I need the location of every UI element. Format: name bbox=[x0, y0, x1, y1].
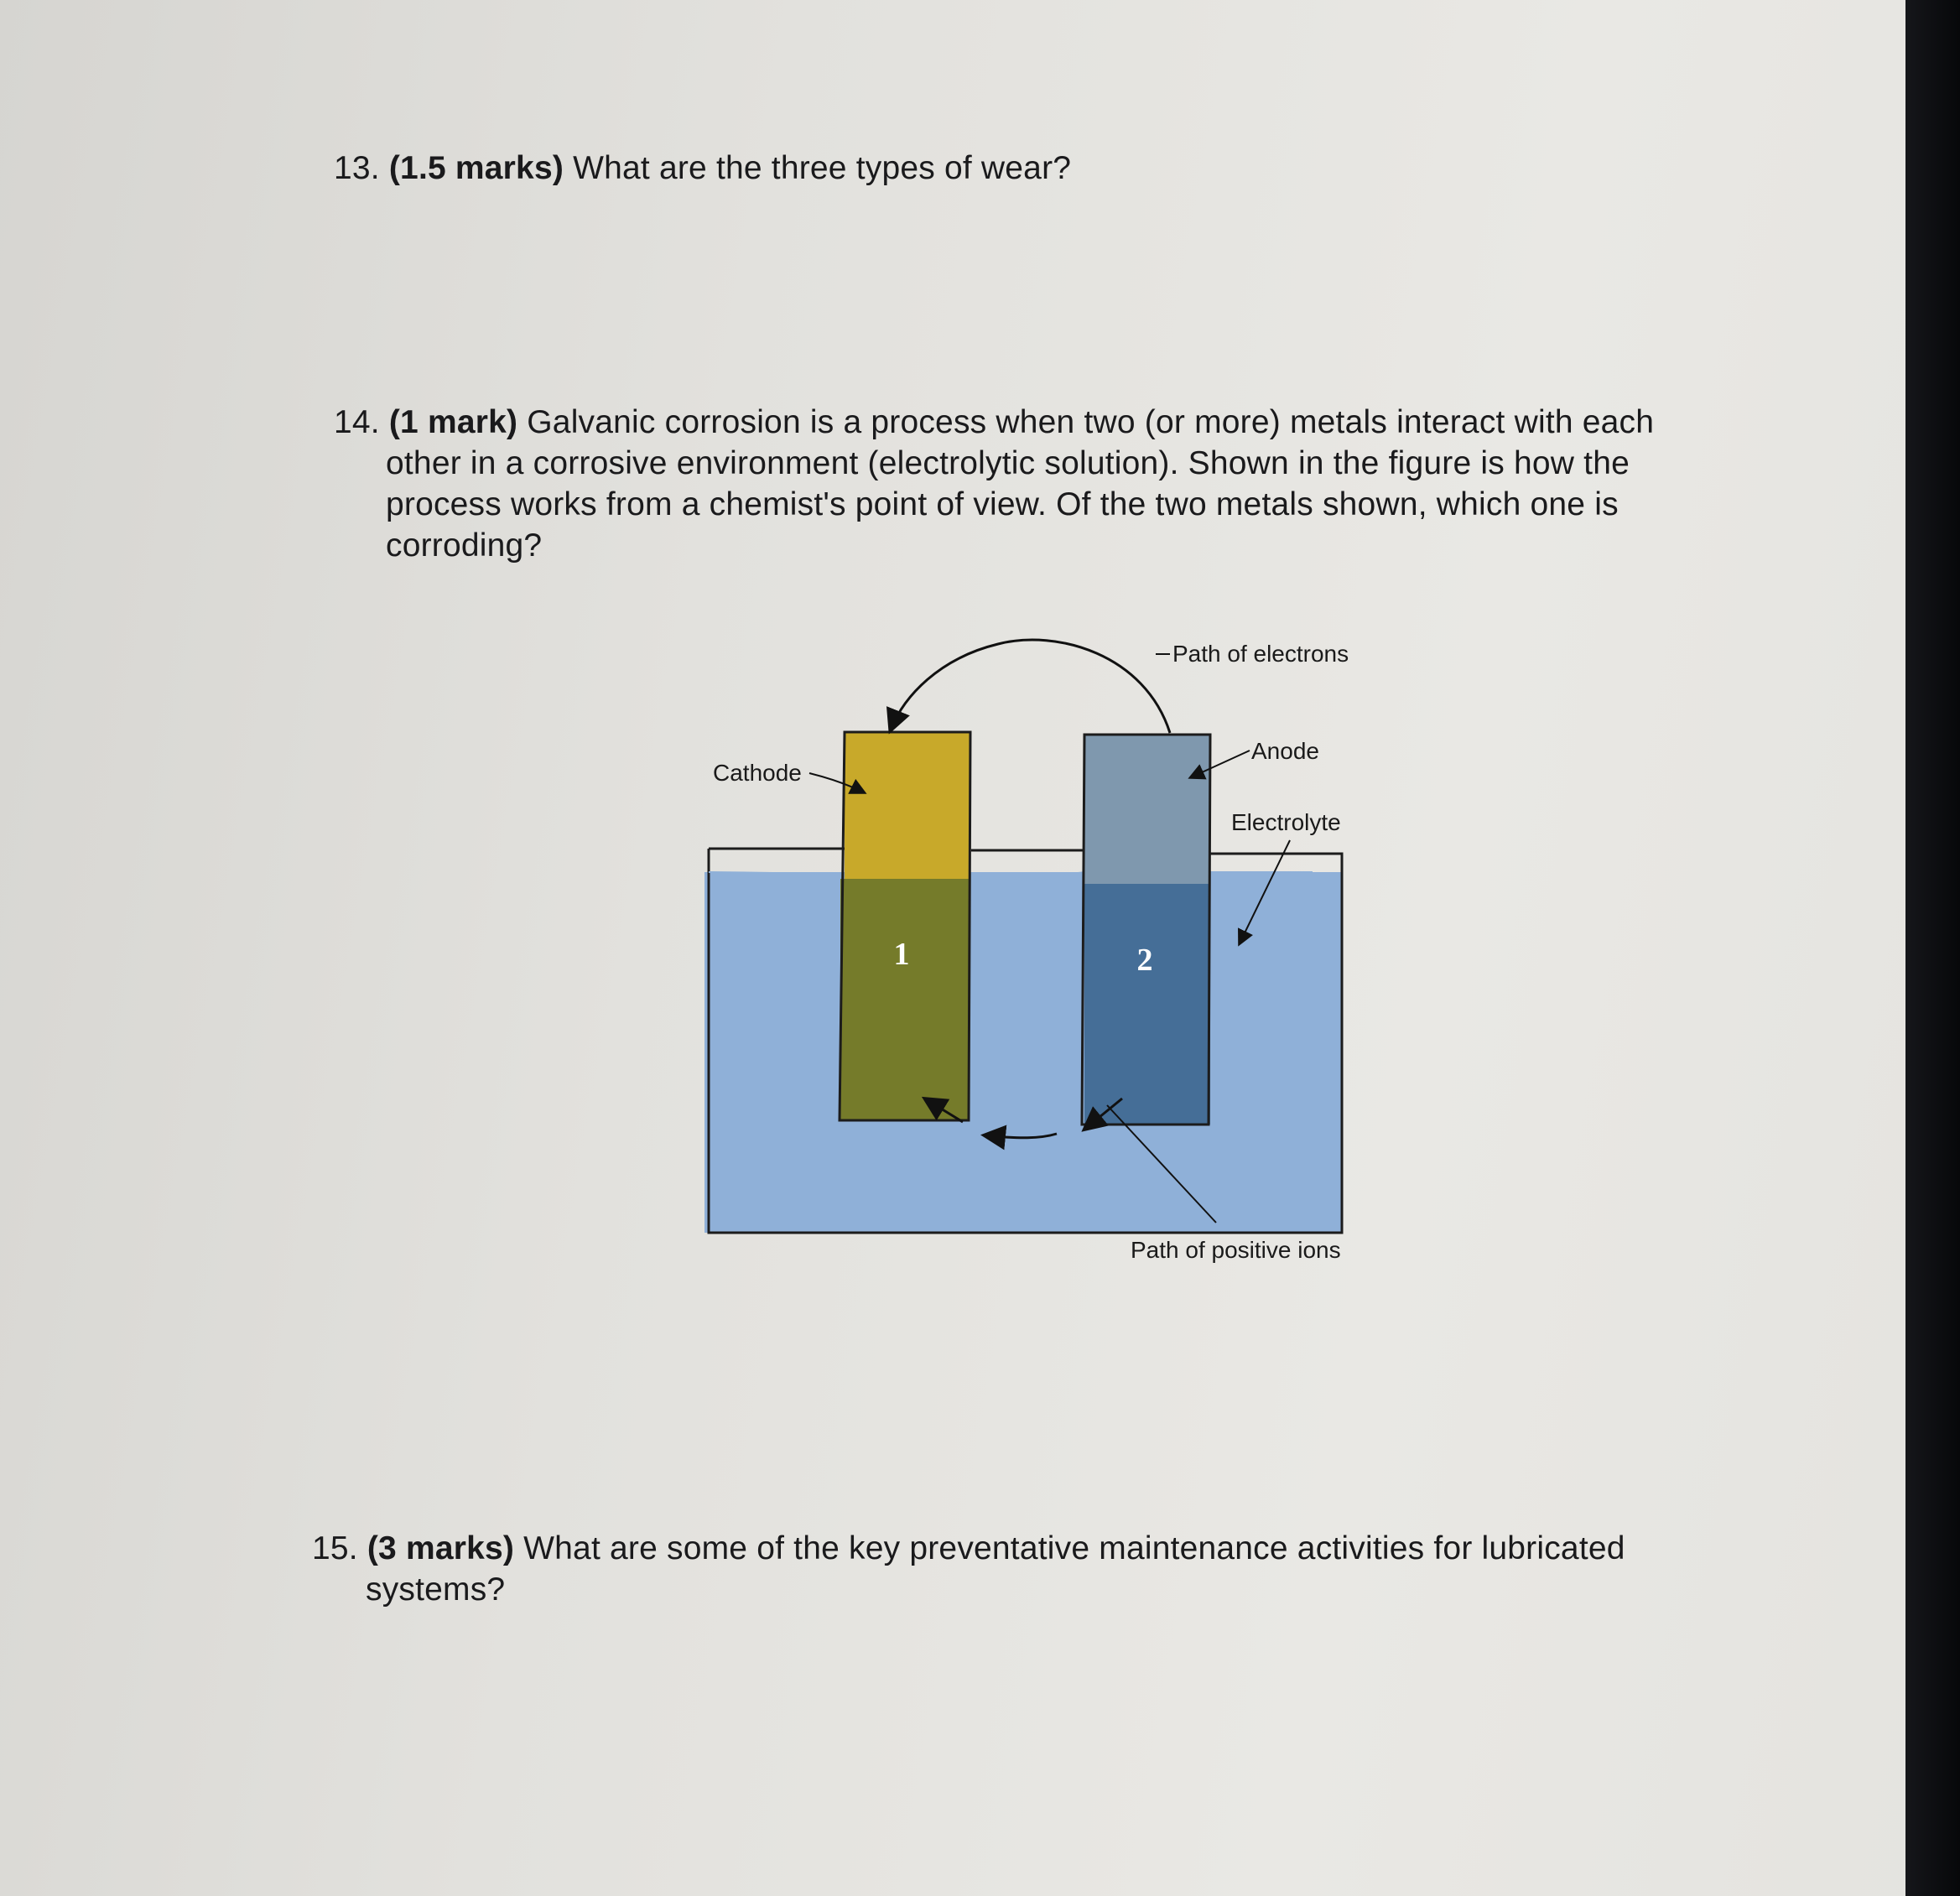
question-text-line: Galvanic corrosion is a process when two (or more) metals interact with each bbox=[527, 404, 1655, 440]
question-marks: (1.5 marks) bbox=[388, 150, 564, 186]
question-marks: (3 marks) bbox=[367, 1530, 515, 1566]
question-15 bbox=[312, 1528, 1671, 1610]
metal-1-submerged bbox=[840, 879, 970, 1120]
label-anode: Anode bbox=[1251, 738, 1319, 764]
metal-2-submerged bbox=[1084, 884, 1210, 1125]
monitor-bezel bbox=[1905, 0, 1960, 1896]
question-number: 15. bbox=[312, 1530, 358, 1566]
label-electrolyte: Electrolyte bbox=[1231, 809, 1341, 835]
question-text-line: process works from a chemist's point of view. Of the two metals shown, which one is bbox=[386, 486, 1619, 522]
question-text-line: systems? bbox=[366, 1571, 506, 1608]
label-cathode: Cathode bbox=[713, 760, 802, 786]
galvanic-corrosion-diagram bbox=[688, 621, 1375, 1275]
metal-1-number: 1 bbox=[893, 937, 910, 972]
question-text-line: What are some of the key preventative maintenance activities for lubricated bbox=[523, 1530, 1625, 1566]
metal-1-upper bbox=[845, 732, 970, 879]
metal-2-number: 2 bbox=[1136, 943, 1153, 978]
question-13 bbox=[334, 148, 1592, 189]
label-path-of-electrons: Path of electrons bbox=[1172, 641, 1349, 667]
question-text-line: corroding? bbox=[386, 527, 543, 564]
electron-path-arrow bbox=[891, 640, 1170, 733]
metal-2-upper bbox=[1084, 735, 1210, 884]
question-marks: (1 mark) bbox=[388, 404, 518, 440]
question-number: 13. bbox=[334, 150, 380, 186]
question-14 bbox=[334, 402, 1676, 566]
label-path-of-positive-ions: Path of positive ions bbox=[1131, 1237, 1341, 1263]
question-text-line: other in a corrosive environment (electrolytic solution). Shown in the figure is how the bbox=[386, 445, 1630, 481]
question-number: 14. bbox=[334, 404, 380, 440]
question-text: What are the three types of wear? bbox=[573, 150, 1072, 186]
electrolyte-bath bbox=[704, 872, 1342, 1233]
